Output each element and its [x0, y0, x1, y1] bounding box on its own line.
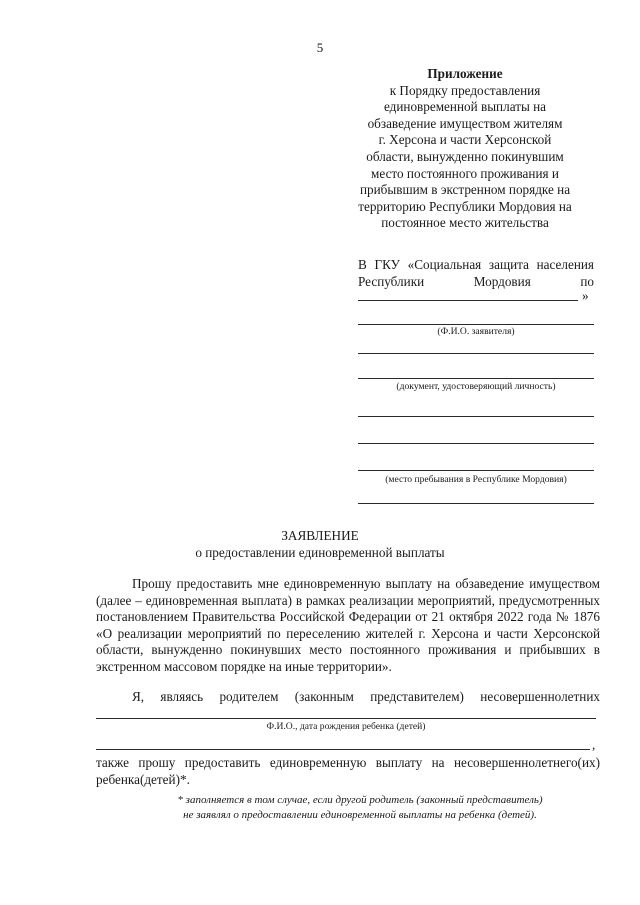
- appendix-line: прибывшим в экстренном порядке на: [359, 182, 571, 198]
- blank-line: [96, 718, 596, 719]
- addressee-line: Республики Мордовия по: [358, 273, 594, 289]
- caption-document: (документ, удостоверяющий личность): [396, 381, 556, 392]
- blank-line: [358, 470, 594, 471]
- addressee-line: В ГКУ «Социальная защита населения: [358, 257, 594, 272]
- blank-line: [358, 378, 594, 379]
- parent-line: Я, являясь родителем (законным представителем) несовершеннолетних: [132, 689, 600, 704]
- statement-paragraph: Прошу предоставить мне единовременную выплату на обзаведение имуществом (далее – единовременная выплата) в рамках реализации мероприятий, предусмотренных постановлением Правительства Российской Федерации от 21 октября 2022 года № 1876 «О реализации мероприятий по переселению жителей г. Херсона и части Херсонской области, вынужденно покинувших место постоянного проживания и прибывших в экстренном массовом порядке на иные территории».: [96, 576, 600, 674]
- appendix-line: г. Херсона и части Херсонской: [378, 132, 552, 148]
- footnote-line: не заявлял о предоставлении единовременной выплаты на ребенка (детей).: [183, 809, 537, 821]
- caption-place: (место пребывания в Республике Мордовия): [385, 474, 567, 485]
- statement-paragraph: также прошу предоставить единовременную выплату на несовершеннолетнего(их) ребенка(детей)*.: [96, 755, 600, 787]
- blank-line: [358, 324, 594, 325]
- footnote-line: * заполняется в том случае, если другой родитель (законный представитель): [177, 794, 543, 806]
- blank-line: [358, 353, 594, 354]
- statement-subtitle: о предоставлении единовременной выплаты: [195, 545, 445, 560]
- appendix-line: обзаведение имуществом жителям: [367, 115, 563, 131]
- closing-quote: »: [582, 288, 589, 303]
- appendix-line: единовременной выплаты на: [383, 99, 547, 115]
- comma: ,: [592, 737, 596, 752]
- appendix-line: территорию Республики Мордовия на: [358, 198, 572, 214]
- blank-line: [96, 749, 590, 750]
- blank-line: [358, 416, 594, 417]
- appendix-line: постоянное место жительства: [381, 215, 549, 231]
- page-number: 5: [316, 40, 324, 55]
- blank-line: [358, 503, 594, 504]
- appendix-line: области, вынужденно покинувшим: [366, 148, 564, 164]
- statement-title: ЗАЯВЛЕНИЕ: [281, 528, 359, 543]
- appendix-line: к Порядку предоставления: [389, 82, 541, 98]
- appendix-line: место постоянного проживания и: [371, 165, 559, 181]
- blank-line: [358, 300, 578, 301]
- blank-line: [358, 443, 594, 444]
- appendix-title: Приложение: [427, 66, 503, 81]
- caption-child: Ф.И.О., дата рождения ребенка (детей): [266, 721, 426, 732]
- addressee-block: [358, 257, 594, 290]
- caption-fio: (Ф.И.О. заявителя): [437, 326, 515, 337]
- appendix-block: [340, 66, 590, 232]
